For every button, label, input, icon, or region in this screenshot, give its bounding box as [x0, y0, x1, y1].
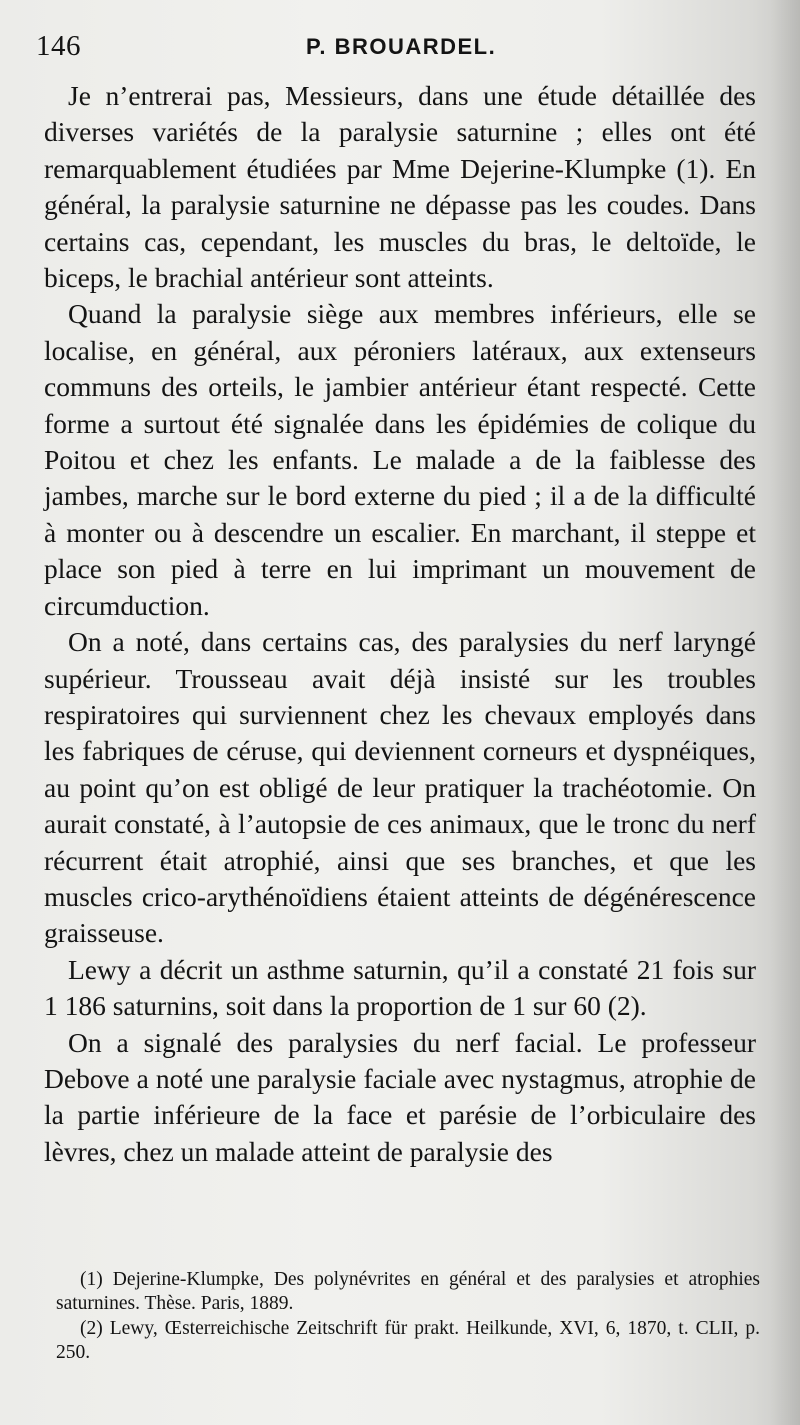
footnotes [56, 1268, 760, 1366]
paragraph: Quand la paralysie siège aux membres inférieurs, elle se localise, en général, aux péroniers latéraux, aux extenseurs communs des orteils, le jambier antérieur étant respecté. Cette forme a surtout été signalée dans les épidémies de colique du Poitou et chez les enfants. Le malade a de la faiblesse des jambes, marche sur le bord externe du pied ; il a de la difficulté à monter ou à descendre un escalier. En marchant, il steppe et place son pied à terre en lui imprimant un mouvement de circumduction. [44, 298, 756, 621]
running-head: P. BROUARDEL. [306, 34, 497, 59]
paragraph: Je n’entrerai pas, Messieurs, dans une étude détaillée des diverses variétés de la paralysie saturnine ; elles ont été remarquablement étudiées par Mme Dejerine-Klumpke (1). En général, la paralysie saturnine ne dépasse pas les coudes. Dans certains cas, cependant, les muscles du bras, le deltoïde, le biceps, le brachial antérieur sont atteints. [44, 80, 756, 294]
footnote: (1) Dejerine-Klumpke, Des polynévrites en général et des paralysies et atrophies saturnines. Thèse. Paris, 1889. [56, 1269, 760, 1315]
paragraph: On a noté, dans certains cas, des paralysies du nerf laryngé supérieur. Trousseau avait déjà insisté sur les troubles respiratoires qui surviennent chez les chevaux employés dans les fabriques de céruse, qui deviennent corneurs et dyspnéiques, au point qu’on est obligé de leur pratiquer la trachéotomie. On aurait constaté, à l’autopsie de ces animaux, que le tronc du nerf récurrent était atrophié, ainsi que ses branches, et que les muscles crico-arythénoïdiens étaient atteints de dégénérescence graisseuse. [44, 626, 756, 949]
paragraph: On a signalé des paralysies du nerf facial. Le professeur Debove a noté une paralysie faciale avec nystagmus, atrophie de la partie inférieure de la face et parésie de l’orbiculaire des lèvres, chez un malade atteint de paralysie des [44, 1026, 756, 1167]
paragraph: Lewy a décrit un asthme saturnin, qu’il a constaté 21 fois sur 1 186 saturnins, soit dans la proportion de 1 sur 60 (2). [44, 953, 756, 1022]
body-text [44, 78, 756, 1170]
page-edge-shadow [770, 0, 800, 1425]
page-number: 146 [36, 30, 81, 62]
page-header [36, 30, 760, 70]
footnote: (2) Lewy, Œsterreichische Zeitschrift für prakt. Heilkunde, XVI, 6, 1870, t. CLII, p. 250. [56, 1317, 760, 1364]
